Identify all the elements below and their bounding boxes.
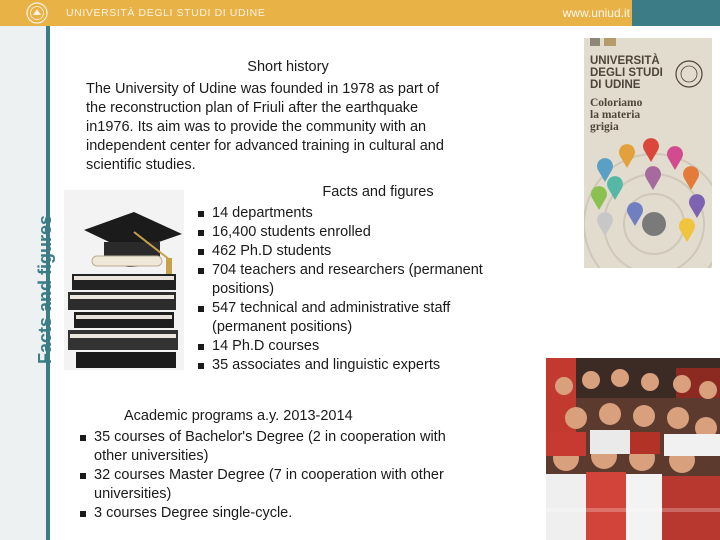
poster-slogan-line: la materia [590,109,641,121]
university-name: UNIVERSITÀ DEGLI STUDI DI UDINE [66,7,266,19]
website-link[interactable]: www.uniud.it [562,6,630,20]
poster-slogan-line: grigia [590,121,619,133]
list-item: 3 courses Degree single-cycle. [78,504,458,523]
list-item: 704 teachers and researchers (permanent positions) [196,261,526,299]
list-item: 462 Ph.D students [196,242,526,261]
list-item: 32 courses Master Degree (7 in cooperation with other universities) [78,466,458,504]
programs-list [78,428,458,523]
header-band [0,0,720,26]
university-seal-icon[interactable] [22,0,52,26]
facts-list [196,204,526,375]
poster-logo-line: UNIVERSITÀ [590,55,660,67]
list-item: 35 courses of Bachelor's Degree (2 in cooperation with other universities) [78,428,458,466]
programs-title: Academic programs a.y. 2013-2014 [124,408,353,424]
list-item: 14 Ph.D courses [196,337,526,356]
university-poster-image [584,38,712,268]
list-item: 16,400 students enrolled [196,223,526,242]
students-group-photo [546,358,720,540]
history-line: in1976. Its aim was to provide the community with an [86,119,427,135]
history-line: The University of Udine was founded in 1978 as part of [86,81,440,97]
poster-slogan-line: Coloriamo [590,97,643,109]
facts-title: Facts and figures [322,184,434,200]
list-item: 547 technical and administrative staff (permanent positions) [196,299,526,337]
list-item: 35 associates and linguistic experts [196,356,526,375]
history-line: the reconstruction plan of Friuli after the earthquake [86,100,419,116]
poster-logo-line: DEGLI STUDI [590,67,663,79]
graduation-books-image [64,190,184,370]
list-item: 14 departments [196,204,526,223]
poster-logo-line: DI UDINE [590,79,641,91]
history-paragraph [86,80,506,175]
history-line: scientific studies. [86,157,196,173]
history-line: independent center for advanced training in cultural and [86,138,444,154]
side-title: Facts and figures [35,214,55,364]
history-title: Short history [247,59,329,75]
header-accent [632,0,720,26]
